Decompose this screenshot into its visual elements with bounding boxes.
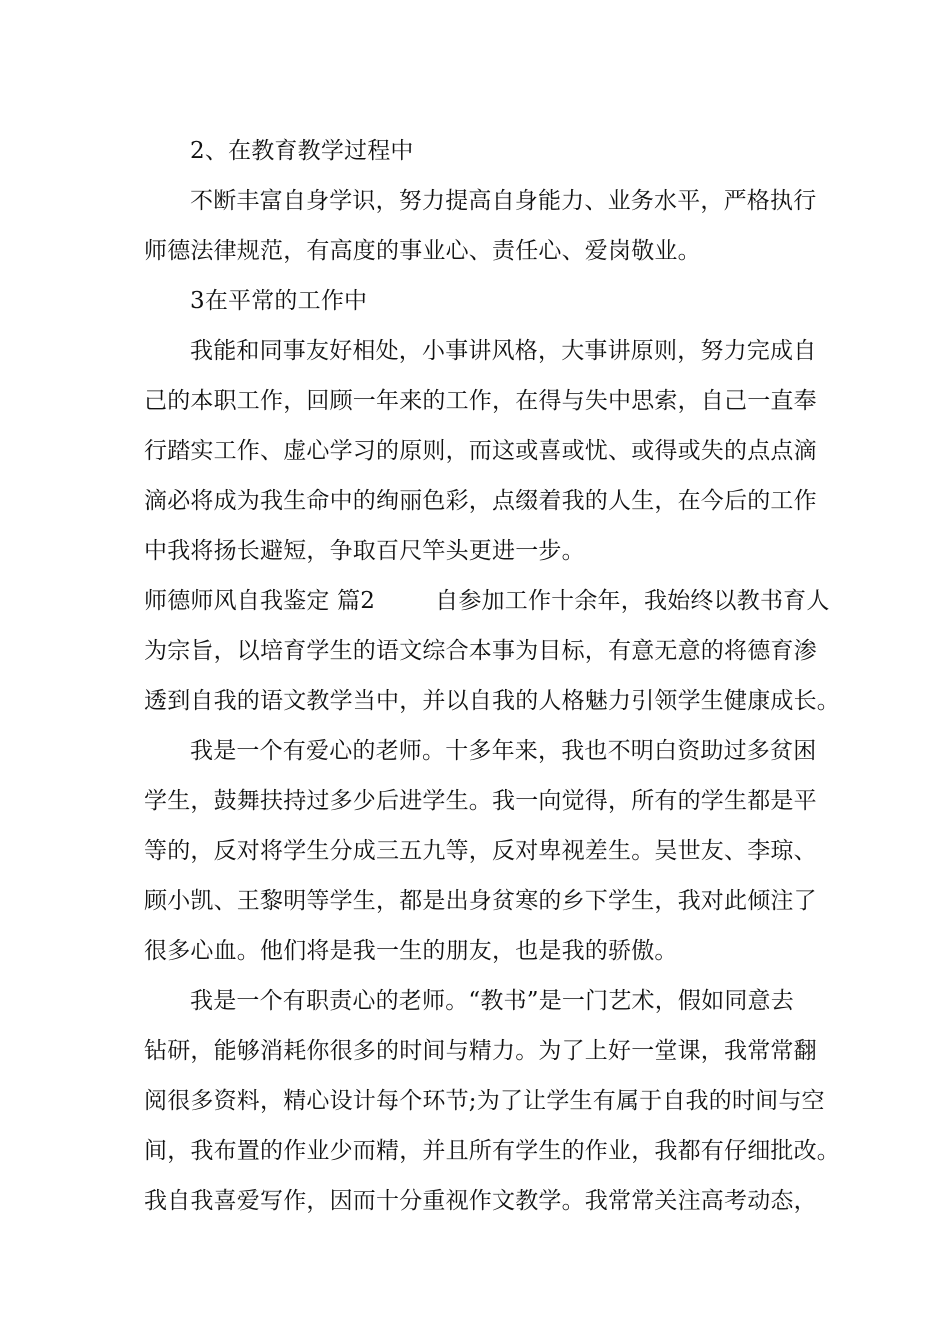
text-line: 滴必将成为我生命中的绚丽色彩，点缀着我的人生，在今后的工作	[144, 488, 817, 514]
text-line: 师德法律规范，有高度的事业心、责任心、爱岗敬业。	[144, 238, 701, 264]
text-line: 我能和同事友好相处，小事讲风格，大事讲原则，努力完成自	[190, 338, 817, 364]
text-line: 己的本职工作，回顾一年来的工作，在得与失中思索，自己一直奉	[144, 388, 817, 414]
text-line: 3在平常的工作中	[190, 288, 368, 314]
text-line: 阅很多资料，精心设计每个环节;为了让学生有属于自我的时间与空	[144, 1088, 825, 1114]
text-line: 为宗旨，以培育学生的语文综合本事为目标，有意无意的将德育渗	[144, 638, 817, 664]
text-line: 中我将扬长避短，争取百尺竿头更进一步。	[144, 538, 585, 564]
text-line: 透到自我的语文教学当中，并以自我的人格魅力引领学生健康成长。	[144, 688, 840, 714]
section-heading-line	[144, 586, 830, 616]
text-line: 我自我喜爱写作，因而十分重视作文教学。我常常关注高考动态，	[144, 1188, 817, 1214]
text-line: 间，我布置的作业少而精，并且所有学生的作业，我都有仔细批改。	[144, 1138, 840, 1164]
text-line: 我是一个有职责心的老师。“教书”是一门艺术，假如同意去	[190, 988, 794, 1014]
text-line: 2、在教育教学过程中	[190, 138, 414, 164]
section-heading: 师德师风自我鉴定 篇2	[144, 588, 376, 614]
text-line: 我是一个有爱心的老师。十多年来，我也不明白资助过多贫困	[190, 738, 817, 764]
text-line: 钻研，能够消耗你很多的时间与精力。为了上好一堂课，我常常翻	[144, 1038, 817, 1064]
text-line: 学生，鼓舞扶持过多少后进学生。我一向觉得，所有的学生都是平	[144, 788, 817, 814]
text-line: 自参加工作十余年，我始终以教书育人	[435, 588, 830, 614]
text-line: 不断丰富自身学识，努力提高自身能力、业务水平，严格执行	[190, 188, 817, 214]
text-line: 很多心血。他们将是我一生的朋友，也是我的骄傲。	[144, 938, 678, 964]
text-line: 顾小凯、王黎明等学生，都是出身贫寒的乡下学生，我对此倾注了	[144, 888, 817, 914]
text-line: 行踏实工作、虚心学习的原则，而这或喜或忧、或得或失的点点滴	[144, 438, 817, 464]
text-line: 等的，反对将学生分成三五九等，反对卑视差生。吴世友、李琼、	[144, 838, 817, 864]
